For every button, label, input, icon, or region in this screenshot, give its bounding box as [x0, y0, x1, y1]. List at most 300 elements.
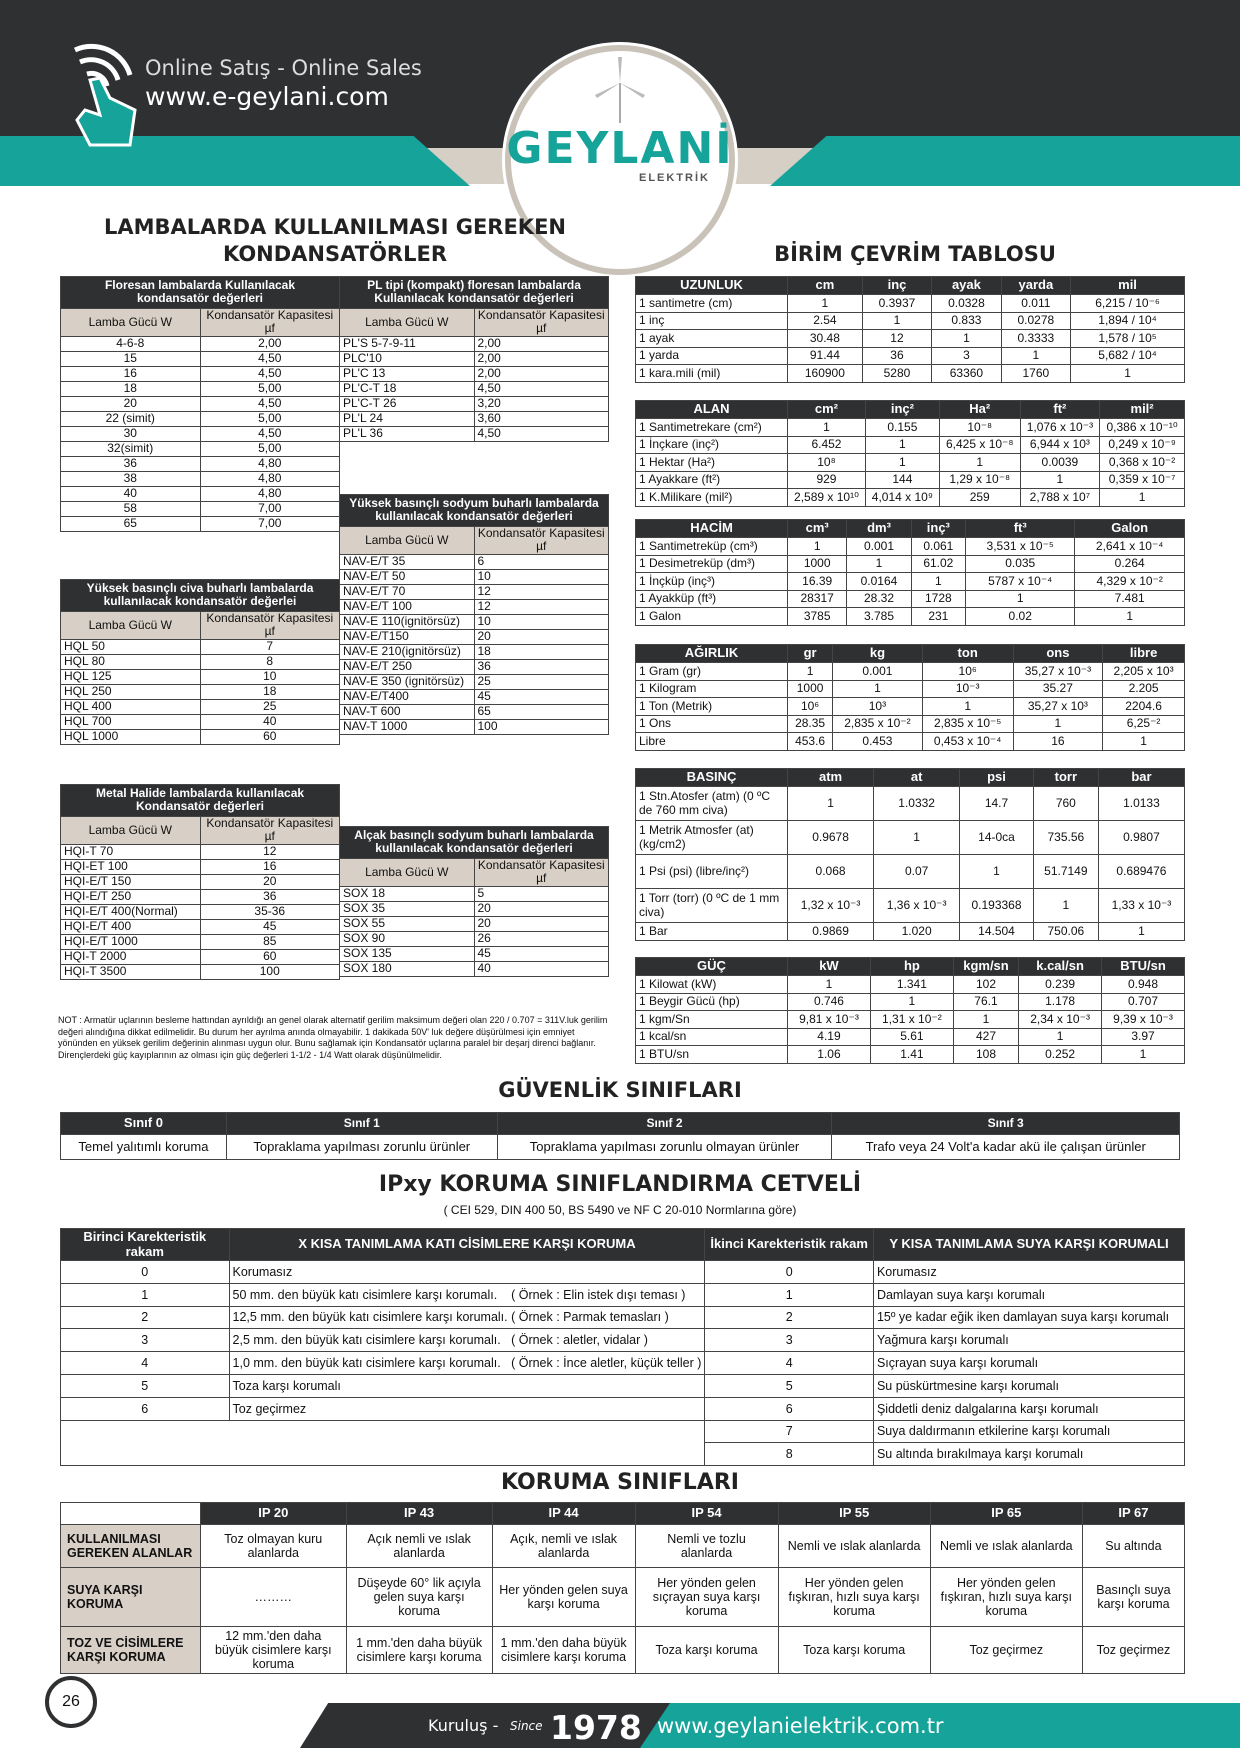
value-cell: 0,368 x 10⁻² [1100, 454, 1185, 472]
table-title-row [61, 277, 340, 309]
ipxy-row [61, 1261, 1185, 1284]
lamp-cell: PL'C 13 [340, 366, 475, 381]
lamp-cell: NAV-E/T 35 [340, 554, 475, 569]
value-cell: 1,076 x 10⁻³ [1020, 419, 1100, 437]
table-title: PL tipi (kompakt) floresan lambalarda Kullanılacak kondansatör değerleri [340, 277, 609, 309]
y-digit-cell: 8 [705, 1443, 874, 1466]
conversion-header-cell: cm [788, 277, 863, 295]
value-cell: 1 [833, 680, 923, 698]
value-cell: 10⁻⁸ [939, 419, 1020, 437]
col-capacity: Kondansatör Kapasitesi µf [200, 308, 340, 336]
capacity-cell: 6 [474, 554, 609, 569]
value-cell: 0.0039 [1020, 454, 1100, 472]
x-description-cell: Toz geçirmez [229, 1397, 705, 1420]
value-cell: 0.689476 [1098, 855, 1184, 889]
conversion-header-cell: mil [1071, 277, 1185, 295]
lamp-cell: HQL 125 [61, 669, 201, 684]
lamp-cell: PL'C-T 26 [340, 396, 475, 411]
value-cell: 0.0164 [847, 573, 911, 591]
y-digit-cell: 7 [705, 1420, 874, 1443]
lamp-cell: PL'S 5-7-9-11 [340, 336, 475, 351]
conversion-header-cell: inç² [865, 401, 939, 419]
lamp-cell: NAV-E 350 (ignitörsüz) [340, 674, 475, 689]
capacity-cell: 2,00 [474, 336, 609, 351]
conversion-header-cell: gr [788, 645, 833, 663]
table-title-row [61, 580, 340, 612]
y-description-cell: Şiddetli deniz dalgalarına karşı korumalı [873, 1397, 1184, 1420]
protection-cell: 1 mm.'den daha büyük cisimlere karşı koruma [346, 1627, 492, 1674]
y-digit-cell: 6 [705, 1397, 874, 1420]
safety-head-0: Sınıf 0 [61, 1113, 227, 1135]
unit-label-cell: 1 Hektar (Ha²) [636, 454, 788, 472]
value-cell: 76.1 [953, 993, 1018, 1011]
ipxy-row [61, 1420, 1185, 1443]
protection-row-label: TOZ VE CİSİMLERE KARŞI KORUMA [61, 1627, 201, 1674]
protection-cell: Her yönden gelen fışkıran, hızlı suya karşı koruma [778, 1568, 930, 1627]
value-cell: 28.35 [788, 715, 833, 733]
x-digit-cell: 4 [61, 1352, 230, 1375]
value-cell: 1760 [1001, 365, 1070, 383]
table-row [340, 351, 609, 366]
ipxy-header-cell: Birinci Karekteristik rakam [61, 1229, 230, 1261]
lamp-cell: SOX 90 [340, 931, 475, 946]
protection-header-row [61, 1503, 1185, 1525]
table-row [61, 949, 340, 964]
table-row [61, 729, 340, 744]
conversion-header-cell: HACİM [636, 520, 788, 538]
value-cell: 0.0328 [932, 295, 1001, 313]
ipxy-table [60, 1228, 1185, 1466]
safety-cell-1: Topraklama yapılması zorunlu ürünler [226, 1135, 497, 1160]
x-digit-cell: 5 [61, 1374, 230, 1397]
capacity-cell: 12 [474, 599, 609, 614]
capacity-cell: 4,50 [200, 366, 340, 381]
conversion-row [636, 538, 1185, 556]
conversion-row [636, 555, 1185, 573]
capacity-cell: 3,20 [474, 396, 609, 411]
conversion-row [636, 733, 1185, 751]
capacity-cell: 7,00 [200, 516, 340, 531]
value-cell: 1,31 x 10⁻² [870, 1011, 953, 1029]
capacity-cell: 4,50 [200, 396, 340, 411]
table-row [340, 886, 609, 901]
value-cell: 0.001 [847, 538, 911, 556]
conversion-header-cell: GÜÇ [636, 958, 788, 976]
lamp-cell: SOX 55 [340, 916, 475, 931]
capacity-cell: 45 [200, 919, 340, 934]
conversion-header-cell: ft² [1020, 401, 1100, 419]
page-header [0, 0, 1240, 190]
value-cell: 5280 [862, 365, 931, 383]
table-row [340, 336, 609, 351]
header-accent-right [770, 136, 1240, 186]
conversion-header-cell: ayak [932, 277, 1001, 295]
table-row [61, 441, 340, 456]
value-cell: 1,894 / 10⁴ [1071, 312, 1185, 330]
conversion-row [636, 821, 1185, 855]
value-cell: 6,425 x 10⁻⁸ [939, 436, 1020, 454]
conversion-section-title: BİRİM ÇEVRİM TABLOSU [774, 242, 1056, 266]
value-cell: 12 [862, 330, 931, 348]
unit-label-cell: 1 inç [636, 312, 788, 330]
value-cell: 1 [865, 436, 939, 454]
x-digit-cell: 6 [61, 1397, 230, 1420]
y-description-cell: Damlayan suya karşı korumalı [873, 1283, 1184, 1306]
ipxy-row [61, 1306, 1185, 1329]
ipxy-header-cell: İkinci Karekteristik rakam [705, 1229, 874, 1261]
unit-label-cell: 1 santimetre (cm) [636, 295, 788, 313]
protection-cell: Toz geçirmez [1082, 1627, 1184, 1674]
lamp-cell: NAV-T 1000 [340, 719, 475, 734]
unit-label-cell: 1 kcal/sn [636, 1028, 788, 1046]
y-digit-cell: 0 [705, 1261, 874, 1284]
value-cell: 3.97 [1102, 1028, 1185, 1046]
unit-label-cell: 1 Gram (gr) [636, 663, 788, 681]
value-cell: 1 [1033, 889, 1098, 923]
ipxy-row [61, 1352, 1185, 1375]
capacity-cell: 35-36 [200, 904, 340, 919]
unit-label-cell: Libre [636, 733, 788, 751]
website-link[interactable]: www.e-geylani.com [145, 82, 389, 111]
protection-cell: Her yönden gelen fışkıran, hızlı suya karşı koruma [930, 1568, 1082, 1627]
value-cell: 1 [788, 419, 866, 437]
lamp-cell: HQL 50 [61, 639, 201, 654]
conversion-header-cell: ton [922, 645, 1013, 663]
value-cell: 0.9807 [1098, 821, 1184, 855]
capacity-cell: 2,00 [474, 366, 609, 381]
lamp-cell: NAV-E/T150 [340, 629, 475, 644]
table-row [61, 486, 340, 501]
sodyum-capacitor-table [339, 494, 609, 735]
lamp-cell: HQI-ET 100 [61, 859, 201, 874]
value-cell: 63360 [932, 365, 1001, 383]
lamp-cell: 38 [61, 471, 201, 486]
lamp-cell: NAV-E/T400 [340, 689, 475, 704]
protection-cell: Toz geçirmez [930, 1627, 1082, 1674]
table-row [61, 859, 340, 874]
protection-header-cell: IP 20 [201, 1503, 347, 1525]
table-title-row [340, 495, 609, 527]
conversion-header-row [636, 401, 1185, 419]
conversion-row [636, 889, 1185, 923]
value-cell: 0.707 [1102, 993, 1185, 1011]
value-cell: 1 [847, 555, 911, 573]
conversion-row [636, 923, 1185, 941]
table-row [340, 584, 609, 599]
value-cell: 2,788 x 10⁷ [1020, 489, 1100, 507]
capacity-cell: 60 [200, 949, 340, 964]
capacity-cell: 16 [200, 859, 340, 874]
value-cell: 1,33 x 10⁻³ [1098, 889, 1184, 923]
lamp-cell: 36 [61, 456, 201, 471]
x-description-cell: 2,5 mm. den büyük katı cisimlere karşı korumalı. ( Örnek : aletler, vidalar ) [229, 1329, 705, 1352]
lamp-cell: 65 [61, 516, 201, 531]
value-cell: 30.48 [788, 330, 863, 348]
protection-cell: Toza karşı koruma [635, 1627, 778, 1674]
value-cell: 1 [1020, 471, 1100, 489]
conversion-row [636, 993, 1185, 1011]
protection-cell: Toz olmayan kuru alanlarda [201, 1525, 347, 1568]
table-row [61, 471, 340, 486]
value-cell: 0.011 [1001, 295, 1070, 313]
unit-label-cell: 1 Desimetreküp (dm³) [636, 555, 788, 573]
col-lamp-power: Lamba Gücü W [340, 308, 475, 336]
protection-cell: Düşeyde 60° lik açıyla gelen suya karşı koruma [346, 1568, 492, 1627]
capacity-cell: 7 [200, 639, 340, 654]
table-title: Yüksek basınçlı civa buharlı lambalarda kullanılacak kondansatör değerlei [61, 580, 340, 612]
conversion-header-cell: dm³ [847, 520, 911, 538]
x-description-cell: 12,5 mm. den büyük katı cisimlere karşı korumalı. ( Örnek : Parmak temasları ) [229, 1306, 705, 1329]
table-row [61, 874, 340, 889]
protection-cell: Su altında [1082, 1525, 1184, 1568]
protection-cell: 12 mm.'den daha büyük cisimlere karşı koruma [201, 1627, 347, 1674]
lamp-cell: 18 [61, 381, 201, 396]
value-cell: 1 [874, 821, 960, 855]
capacity-cell: 2,00 [200, 336, 340, 351]
value-cell: 2,641 x 10⁻⁴ [1075, 538, 1185, 556]
value-cell: 0.3937 [862, 295, 931, 313]
x-description-cell: 1,0 mm. den büyük katı cisimlere karşı korumalı. ( Örnek : İnce aletler, küçük teller ) [229, 1352, 705, 1375]
table-title: Floresan lambalarda Kullanılacak kondansatör değerleri [61, 277, 340, 309]
conversion-header-cell: libre [1103, 645, 1185, 663]
capacity-cell: 45 [474, 689, 609, 704]
capacity-cell: 100 [200, 964, 340, 979]
value-cell: 1 [922, 698, 1013, 716]
table-row [340, 659, 609, 674]
value-cell: 9,39 x 10⁻³ [1102, 1011, 1185, 1029]
value-cell: 2.205 [1103, 680, 1185, 698]
conversion-header-cell: BASINÇ [636, 769, 788, 787]
ipxy-row [61, 1329, 1185, 1352]
protection-cell: ……… [201, 1568, 347, 1627]
capacity-cell: 26 [474, 931, 609, 946]
value-cell: 1,29 x 10⁻⁸ [939, 471, 1020, 489]
y-description-cell: Suya daldırmanın etkilerine karşı korumalı [873, 1420, 1184, 1443]
conversion-row [636, 787, 1185, 821]
unit-label-cell: 1 ayak [636, 330, 788, 348]
table-row [340, 931, 609, 946]
capacity-cell: 5,00 [200, 411, 340, 426]
value-cell: 10⁻³ [922, 680, 1013, 698]
unit-label-cell: 1 Ons [636, 715, 788, 733]
value-cell: 6,215 / 10⁻⁶ [1071, 295, 1185, 313]
value-cell: 1 [1098, 923, 1184, 941]
conversion-row [636, 715, 1185, 733]
unit-label-cell: 1 Metrik Atmosfer (at) (kg/cm2) [636, 821, 788, 855]
conversion-row [636, 608, 1185, 626]
founded-year: 1978 [550, 1708, 642, 1747]
value-cell: 0,249 x 10⁻⁹ [1100, 436, 1185, 454]
protection-cell: Açık nemli ve ıslak alanlarda [346, 1525, 492, 1568]
lamp-cell: NAV-E/T 50 [340, 569, 475, 584]
ipxy-title: IPxy KORUMA SINIFLANDIRMA CETVELİ [378, 1172, 862, 1197]
value-cell: 28317 [788, 590, 847, 608]
table-row [340, 901, 609, 916]
lamp-cell: HQL 250 [61, 684, 201, 699]
conversion-header-cell: yarda [1001, 277, 1070, 295]
y-description-cell: 15º ye kadar eğik iken damlayan suya karşı korumalı [873, 1306, 1184, 1329]
y-description-cell: Korumasız [873, 1261, 1184, 1284]
value-cell: 0.833 [932, 312, 1001, 330]
protection-cell: Nemli ve ıslak alanlarda [930, 1525, 1082, 1568]
unit-label-cell: 1 Ayakkare (ft²) [636, 471, 788, 489]
unit-label-cell: 1 BTU/sn [636, 1046, 788, 1064]
protection-row-label: KULLANILMASI GEREKEN ALANLAR [61, 1525, 201, 1568]
table-title: Alçak basınçlı sodyum buharlı lambalarda kullanılacak kondansatör değerleri [340, 827, 609, 859]
capacity-cell: 4,50 [200, 426, 340, 441]
value-cell: 5787 x 10⁻⁴ [966, 573, 1075, 591]
column-header-row [340, 526, 609, 554]
value-cell: 750.06 [1033, 923, 1098, 941]
col-lamp-power: Lamba Gücü W [61, 308, 201, 336]
lamp-cell: 20 [61, 396, 201, 411]
brand-logo: GEYLANİ [506, 123, 734, 174]
x-description-cell: Korumasız [229, 1261, 705, 1284]
y-description-cell: Su püskürtmesine karşı korumalı [873, 1374, 1184, 1397]
x-description-cell: Toza karşı korumalı [229, 1374, 705, 1397]
col-lamp-power: Lamba Gücü W [61, 816, 201, 844]
table-row [340, 599, 609, 614]
value-cell: 0.0278 [1001, 312, 1070, 330]
value-cell: 427 [953, 1028, 1018, 1046]
lamp-cell: 58 [61, 501, 201, 516]
value-cell: 16 [1013, 733, 1103, 751]
ipxy-header-cell: X KISA TANIMLAMA KATI CİSİMLERE KARŞI KORUMA [229, 1229, 705, 1261]
protection-row-label: SUYA KARŞI KORUMA [61, 1568, 201, 1627]
conversion-header-cell: at [874, 769, 960, 787]
conversion-header-cell: inç [862, 277, 931, 295]
value-cell: 1 [911, 573, 965, 591]
conversion-header-cell: cm² [788, 401, 866, 419]
lamp-cell: SOX 18 [340, 886, 475, 901]
capacity-cell: 25 [200, 699, 340, 714]
conversion-row [636, 454, 1185, 472]
capacity-cell: 5,00 [200, 441, 340, 456]
unit-label-cell: 1 yarda [636, 347, 788, 365]
table-row [340, 614, 609, 629]
conversion-header-cell: psi [960, 769, 1034, 787]
conversion-header-row [636, 769, 1185, 787]
col-capacity: Kondansatör Kapasitesi µf [474, 526, 609, 554]
conversion-header-cell: kg [833, 645, 923, 663]
x-digit-cell: 3 [61, 1329, 230, 1352]
conversion-row [636, 1011, 1185, 1029]
conversion-row [636, 295, 1185, 313]
value-cell: 1,578 / 10⁵ [1071, 330, 1185, 348]
value-cell: 0.948 [1102, 976, 1185, 994]
capacity-cell: 18 [200, 684, 340, 699]
protection-class-title: KORUMA SINIFLARI [501, 1470, 739, 1495]
capacity-cell: 40 [200, 714, 340, 729]
capacity-cell: 10 [474, 614, 609, 629]
conversion-header-cell: Ha² [939, 401, 1020, 419]
value-cell: 10⁸ [788, 454, 866, 472]
capacity-cell: 45 [474, 946, 609, 961]
value-cell: 5,682 / 10⁴ [1071, 347, 1185, 365]
table-row [61, 919, 340, 934]
capacity-cell: 20 [474, 901, 609, 916]
column-header-row [61, 308, 340, 336]
protection-row [61, 1627, 1185, 1674]
conversion-row [636, 976, 1185, 994]
unit-label-cell: 1 İnçküp (inç³) [636, 573, 788, 591]
lamp-cell: HQI-T 3500 [61, 964, 201, 979]
col-capacity: Kondansatör Kapasitesi µf [200, 816, 340, 844]
protection-cell: Açık, nemli ve ıslak alanlarda [492, 1525, 635, 1568]
unit-label-cell: 1 kara.mili (mil) [636, 365, 788, 383]
conversion-header-cell: cm³ [788, 520, 847, 538]
capacity-cell: 18 [474, 644, 609, 659]
footer-website[interactable]: www.geylanielektrik.com.tr [657, 1714, 944, 1738]
conversion-row [636, 1046, 1185, 1064]
value-cell: 0.453 [833, 733, 923, 751]
table-row [340, 719, 609, 734]
conversion-header-cell: bar [1098, 769, 1184, 787]
value-cell: 0.239 [1019, 976, 1102, 994]
table-row [61, 396, 340, 411]
capacity-cell: 4,80 [200, 486, 340, 501]
column-header-row [340, 308, 609, 336]
safety-head-1: Sınıf 1 [226, 1113, 497, 1135]
value-cell: 1 [939, 454, 1020, 472]
safety-header-row [61, 1113, 1180, 1135]
value-cell: 3785 [788, 608, 847, 626]
note-text: NOT : Armatür uçlarının besleme hattından ayrıldığı an genel olarak alternatif gerilim maksimum değeri olan 220 / 0.707 = 311V.luk gerilim değeri alındığına dikkat edilmelidir. Bu durum her ayrılma anında olmayabilir. 1 dakikada 50V' luk değere düşürülmesi için emniyet yönünden en yüksek gerilim değerinin alınması uygun olur. Bunu sağlamak için Kondansatör uçlarına paralel bir deşarj direnci bağlanır. Dirençlerdeki güç kayıplarının az olması için güç değerleri 1-1/2 - 1/4 Watt olarak düşünülmelidir. [58, 1015, 608, 1061]
value-cell: 760 [1033, 787, 1098, 821]
conversion-header-cell: ALAN [636, 401, 788, 419]
value-cell: 1 [788, 538, 847, 556]
lamp-cell: HQL 80 [61, 654, 201, 669]
protection-cell: Toza karşı koruma [778, 1627, 930, 1674]
lamp-cell: SOX 180 [340, 961, 475, 976]
table-title-row [340, 277, 609, 309]
table-row [61, 501, 340, 516]
value-cell: 1 [1001, 347, 1070, 365]
table-row [340, 366, 609, 381]
safety-class-table [60, 1112, 1180, 1160]
agirlik-conversion-table [635, 644, 1185, 751]
value-cell: 0.155 [865, 419, 939, 437]
online-sales-label: Online Satış - Online Sales [145, 56, 422, 80]
table-row [340, 644, 609, 659]
value-cell: 10³ [833, 698, 923, 716]
capacity-cell: 4,50 [200, 351, 340, 366]
value-cell: 1 [932, 330, 1001, 348]
protection-corner-cell [61, 1503, 201, 1525]
conversion-row [636, 489, 1185, 507]
conversion-header-cell: kW [788, 958, 871, 976]
lamp-cell: HQI-E/T 400 [61, 919, 201, 934]
conversion-header-cell: atm [788, 769, 874, 787]
conversion-row [636, 680, 1185, 698]
table-row [340, 396, 609, 411]
column-header-row [61, 816, 340, 844]
value-cell: 1000 [788, 680, 833, 698]
value-cell: 1 [862, 312, 931, 330]
table-title-row [340, 827, 609, 859]
value-cell: 0.07 [874, 855, 960, 889]
capacity-cell: 100 [474, 719, 609, 734]
conversion-header-cell: AĞIRLIK [636, 645, 788, 663]
unit-label-cell: 1 Stn.Atosfer (atm) (0 ºC de 760 mm civa) [636, 787, 788, 821]
uzunluk-conversion-table [635, 276, 1185, 383]
lamp-cell: 15 [61, 351, 201, 366]
founded-label: Kuruluş - [428, 1716, 499, 1735]
capacity-cell: 5,00 [200, 381, 340, 396]
safety-head-3: Sınıf 3 [832, 1113, 1180, 1135]
lamp-cell: NAV-T 600 [340, 704, 475, 719]
conversion-header-cell: ft³ [966, 520, 1075, 538]
